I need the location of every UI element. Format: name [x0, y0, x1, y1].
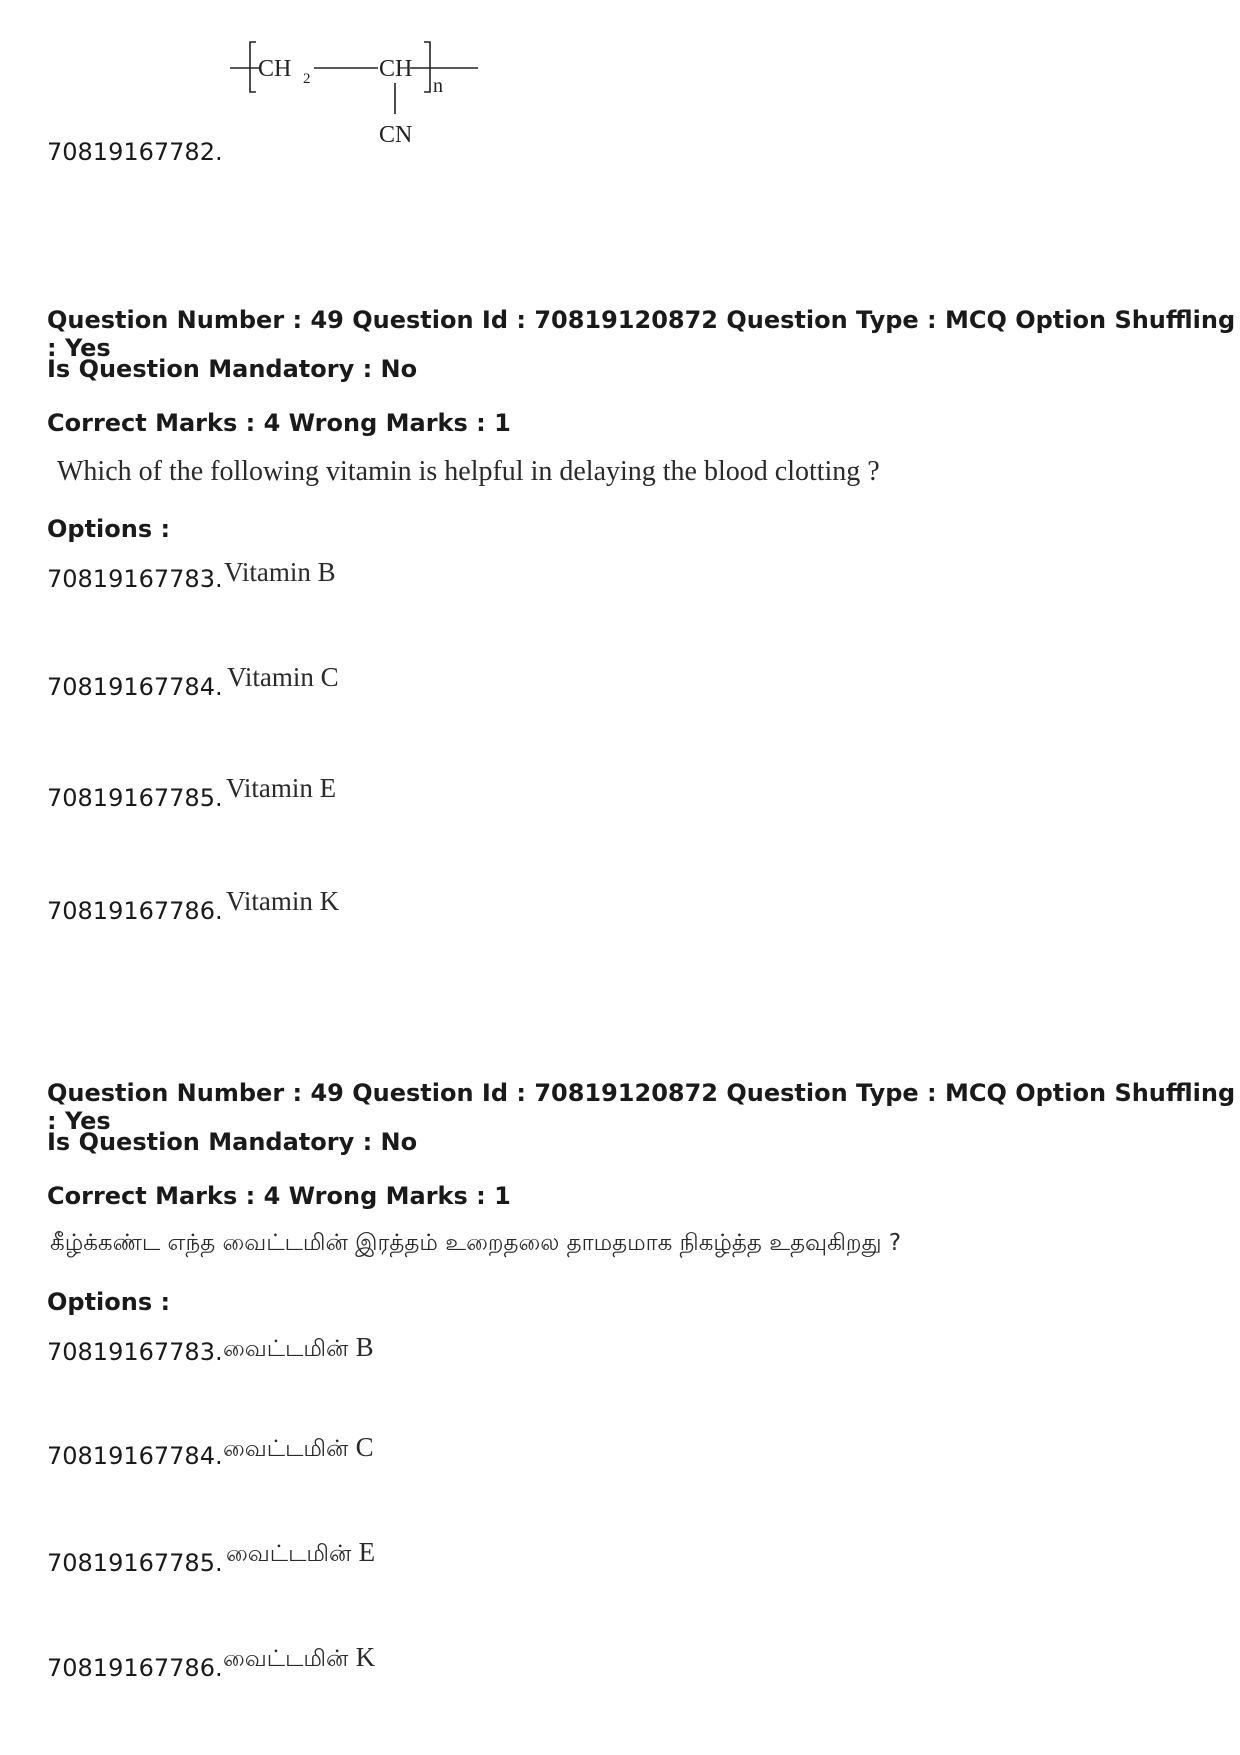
- option-text: [226, 1537, 375, 1570]
- option-item[interactable]: [47, 1330, 647, 1380]
- option-id: 70819167783.: [47, 565, 223, 593]
- option-item[interactable]: [47, 557, 647, 607]
- option-text: [223, 1432, 374, 1465]
- option-id: 70819167786.: [47, 897, 223, 925]
- option-id: 70819167784.: [47, 1442, 223, 1470]
- prev-option-id: 70819167782.: [47, 138, 223, 166]
- option-text: Vitamin C: [227, 662, 339, 692]
- option-id: 70819167783.: [47, 1338, 223, 1366]
- option-text: Vitamin K: [226, 886, 340, 916]
- structure-ch2: CH: [258, 56, 292, 82]
- option-tamil-word: வைட்டமின்: [223, 1336, 349, 1362]
- option-text: Vitamin B: [224, 557, 336, 587]
- option-tamil-word: வைட்டமின்: [223, 1436, 349, 1462]
- option-item[interactable]: [47, 886, 647, 939]
- option-tamil-word: வைட்டமின்: [223, 1646, 349, 1672]
- question-stem: Which of the following vitamin is helpful in delaying the blood clotting ?: [57, 456, 880, 487]
- option-id: 70819167786.: [47, 1654, 223, 1682]
- question-header: Question Number : 49 Question Id : 70819120872 Question Type : MCQ Option Shuffling : Yes: [47, 306, 1236, 362]
- option-id: 70819167785.: [47, 1549, 223, 1577]
- question-marks: Correct Marks : 4 Wrong Marks : 1: [47, 409, 511, 437]
- options-label: Options :: [47, 515, 171, 543]
- question-header: Question Number : 49 Question Id : 70819120872 Question Type : MCQ Option Shuffling : Yes: [47, 1079, 1236, 1135]
- question-block-english: [0, 295, 1240, 955]
- question-block-tamil: [0, 1068, 1240, 1748]
- option-id: 70819167784.: [47, 673, 223, 701]
- structure-ch2-subscript: 2: [303, 71, 311, 87]
- option-text: [223, 1642, 375, 1675]
- option-letter: E: [358, 1537, 376, 1567]
- option-item[interactable]: [47, 662, 647, 715]
- option-item[interactable]: [47, 1642, 647, 1696]
- option-letter: B: [355, 1332, 374, 1362]
- option-tamil-word: வைட்டமின்: [226, 1541, 352, 1567]
- option-text: Vitamin E: [226, 773, 337, 803]
- option-letter: C: [355, 1432, 374, 1462]
- question-marks: Correct Marks : 4 Wrong Marks : 1: [47, 1182, 511, 1210]
- question-mandatory: Is Question Mandatory : No: [47, 1128, 418, 1156]
- option-id: 70819167785.: [47, 784, 223, 812]
- option-item[interactable]: [47, 1537, 647, 1591]
- polyacrylonitrile-structure: [220, 30, 500, 160]
- structure-n-subscript: n: [433, 75, 443, 97]
- question-stem: கீழ்க்கண்ட எந்த வைட்டமின் இரத்தம் உறைதலை தாமதமாக நிகழ்த்த உதவுகிறது ?: [50, 1230, 902, 1256]
- structure-ch: CH: [379, 56, 413, 82]
- option-text: [223, 1332, 374, 1365]
- options-label: Options :: [47, 1288, 171, 1316]
- option-letter: K: [355, 1642, 376, 1672]
- question-mandatory: Is Question Mandatory : No: [47, 355, 418, 383]
- prev-option: [0, 0, 1240, 180]
- structure-cn: CN: [379, 122, 413, 148]
- option-item[interactable]: [47, 1434, 647, 1484]
- option-item[interactable]: [47, 773, 647, 826]
